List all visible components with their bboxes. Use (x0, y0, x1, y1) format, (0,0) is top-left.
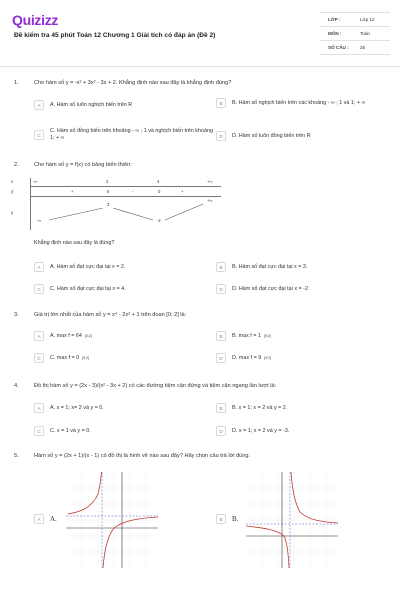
max-subscript: [0;2] (264, 356, 271, 360)
meta-table (320, 12, 390, 55)
option-a[interactable] (34, 403, 204, 413)
option-letter: C (34, 130, 44, 140)
option-d[interactable] (216, 284, 386, 294)
option-text: A. x = 1; x= 2 và y = 0. (50, 404, 104, 411)
option-letter: C (34, 426, 44, 436)
option-text: C. x = 1 và y = 0. (50, 427, 91, 434)
question-number: 2. (14, 162, 19, 168)
max-subscript: [0;2] (84, 334, 92, 338)
option-text: D. x = 1; x = 2 và y = -3. (232, 427, 290, 434)
question-number: 1. (14, 80, 19, 86)
option-text: C. max f = 0 (50, 354, 80, 361)
variation-table (11, 178, 220, 230)
option-letter: B (216, 514, 226, 524)
option-b[interactable] (216, 262, 386, 272)
graph-b-image (246, 472, 338, 568)
option-c[interactable] (34, 353, 204, 363)
table-y-value: 3 (107, 202, 110, 207)
table-sign: 0 (107, 189, 110, 194)
option-c[interactable] (34, 284, 204, 294)
question-stem: Đồ thị hàm số y = (2x - 3)/(x² - 3x + 2) có các đường tiệm cận đứng và tiệm cận ngang lần lượt là: (34, 383, 277, 389)
option-letter: C (34, 353, 44, 363)
table-x-value: 2 (106, 179, 109, 184)
option-text: D. max f = 9 (232, 354, 262, 361)
meta-value: Toán (360, 31, 370, 36)
question-prompt: Khẳng định nào sau đây là đúng? (34, 240, 115, 246)
table-label: y' (11, 189, 14, 194)
option-text: B. x = 1; x = 2 và y = 2. (232, 404, 288, 411)
table-x-value: +∞ (207, 179, 213, 184)
table-sign: - (132, 189, 134, 194)
meta-row-subject (320, 27, 390, 41)
meta-row-class (320, 13, 390, 27)
graph-a-image (66, 472, 158, 568)
option-text: C. Hàm số đạt cực đại tại x = 4. (50, 285, 126, 292)
option-a[interactable] (34, 514, 57, 524)
option-d[interactable] (216, 426, 386, 436)
meta-value: 25 (360, 45, 366, 50)
option-a[interactable] (34, 100, 204, 110)
max-subscript: [0;2] (82, 356, 89, 360)
question-number: 5. (14, 453, 19, 459)
option-text: C. Hàm số đồng biến trên khoảng - ∞ ; 1 và nghịch biến trên khoảng 1; + ∞ (50, 128, 213, 141)
table-x-value: -∞ (33, 179, 38, 184)
header-divider (0, 66, 400, 67)
option-letter: B (216, 331, 226, 341)
option-letter: D (216, 131, 226, 141)
option-d[interactable] (216, 131, 396, 141)
variation-arrows (31, 178, 221, 230)
meta-key: MÔN : (328, 31, 342, 36)
table-y-value: -∞ (37, 218, 42, 223)
table-sign: + (181, 189, 184, 194)
table-label: y (11, 210, 14, 215)
option-letter: C (34, 284, 44, 294)
meta-key: LỚP : (328, 17, 341, 22)
option-text: A. Hàm số đạt cực đại tại x = 2. (50, 263, 126, 270)
option-b[interactable] (216, 98, 396, 108)
option-letter: A (34, 403, 44, 413)
table-sign: + (71, 189, 74, 194)
option-text: D. Hàm số đạt cực đại tại x = -2. (232, 285, 310, 292)
option-text: A. (50, 514, 57, 523)
document-title: Đề kiểm tra 45 phút Toán 12 Chương 1 Giải tích có đáp án (Đề 2) (14, 32, 216, 39)
option-text: A. Hàm số luôn nghịch biến trên R (50, 101, 133, 108)
option-b[interactable] (216, 514, 238, 524)
option-b[interactable] (216, 403, 386, 413)
max-subscript: [0;2] (263, 334, 271, 338)
question-number: 4. (14, 383, 19, 389)
meta-key: SỐ CÂU : (328, 45, 349, 50)
option-text: B. Hàm số đạt cực đại tại x = 3. (232, 263, 308, 270)
table-x-value: 4 (157, 179, 160, 184)
question-stem: Cho hàm số y = f(x) có bảng biến thiên: (34, 162, 132, 168)
question-stem: Giá trị lớn nhất của hàm số y = x⁴ - 2x² + 1 trên đoạn [0; 2] là: (34, 312, 187, 318)
question-stem: Hàm số y = (2x + 1)/(x - 1) có đồ thị là hình vẽ nào sau đây? Hãy chọn câu trả lời đúng. (34, 453, 251, 459)
option-d[interactable] (216, 353, 386, 363)
option-letter: A (34, 331, 44, 341)
option-letter: B (216, 262, 226, 272)
option-c[interactable] (34, 128, 214, 142)
question-number: 3. (14, 312, 19, 318)
option-a[interactable] (34, 262, 204, 272)
option-letter: D (216, 353, 226, 363)
option-letter: B (216, 403, 226, 413)
question-stem: Cho hàm số y = -x³ + 3x² - 3x + 2. Khẳng định nào sau đây là khẳng định đúng? (34, 80, 232, 86)
option-text: A. max f = 64 (50, 332, 82, 339)
option-text: B. Hàm số nghịch biến trên các khoảng - ∞ ; 1 và 1; + ∞ (232, 99, 366, 106)
meta-value: Lớp 12 (360, 17, 375, 22)
table-y-value: +∞ (207, 198, 213, 203)
option-letter: A (34, 514, 44, 524)
table-y-value: -2 (157, 218, 161, 223)
option-text: D. Hàm số luôn đồng biến trên R (232, 132, 311, 139)
option-text: B. max f = 1 (232, 332, 261, 339)
option-letter: D (216, 284, 226, 294)
option-a[interactable] (34, 331, 204, 341)
option-text: B. (232, 514, 239, 523)
quizizz-logo: Quizizz (12, 12, 59, 28)
option-b[interactable] (216, 331, 386, 341)
option-letter: D (216, 426, 226, 436)
option-c[interactable] (34, 426, 204, 436)
option-letter: A (34, 100, 44, 110)
option-letter: A (34, 262, 44, 272)
table-label: x (11, 179, 14, 184)
option-letter: B (216, 98, 226, 108)
meta-row-count (320, 41, 390, 55)
table-sign: 0 (158, 189, 161, 194)
